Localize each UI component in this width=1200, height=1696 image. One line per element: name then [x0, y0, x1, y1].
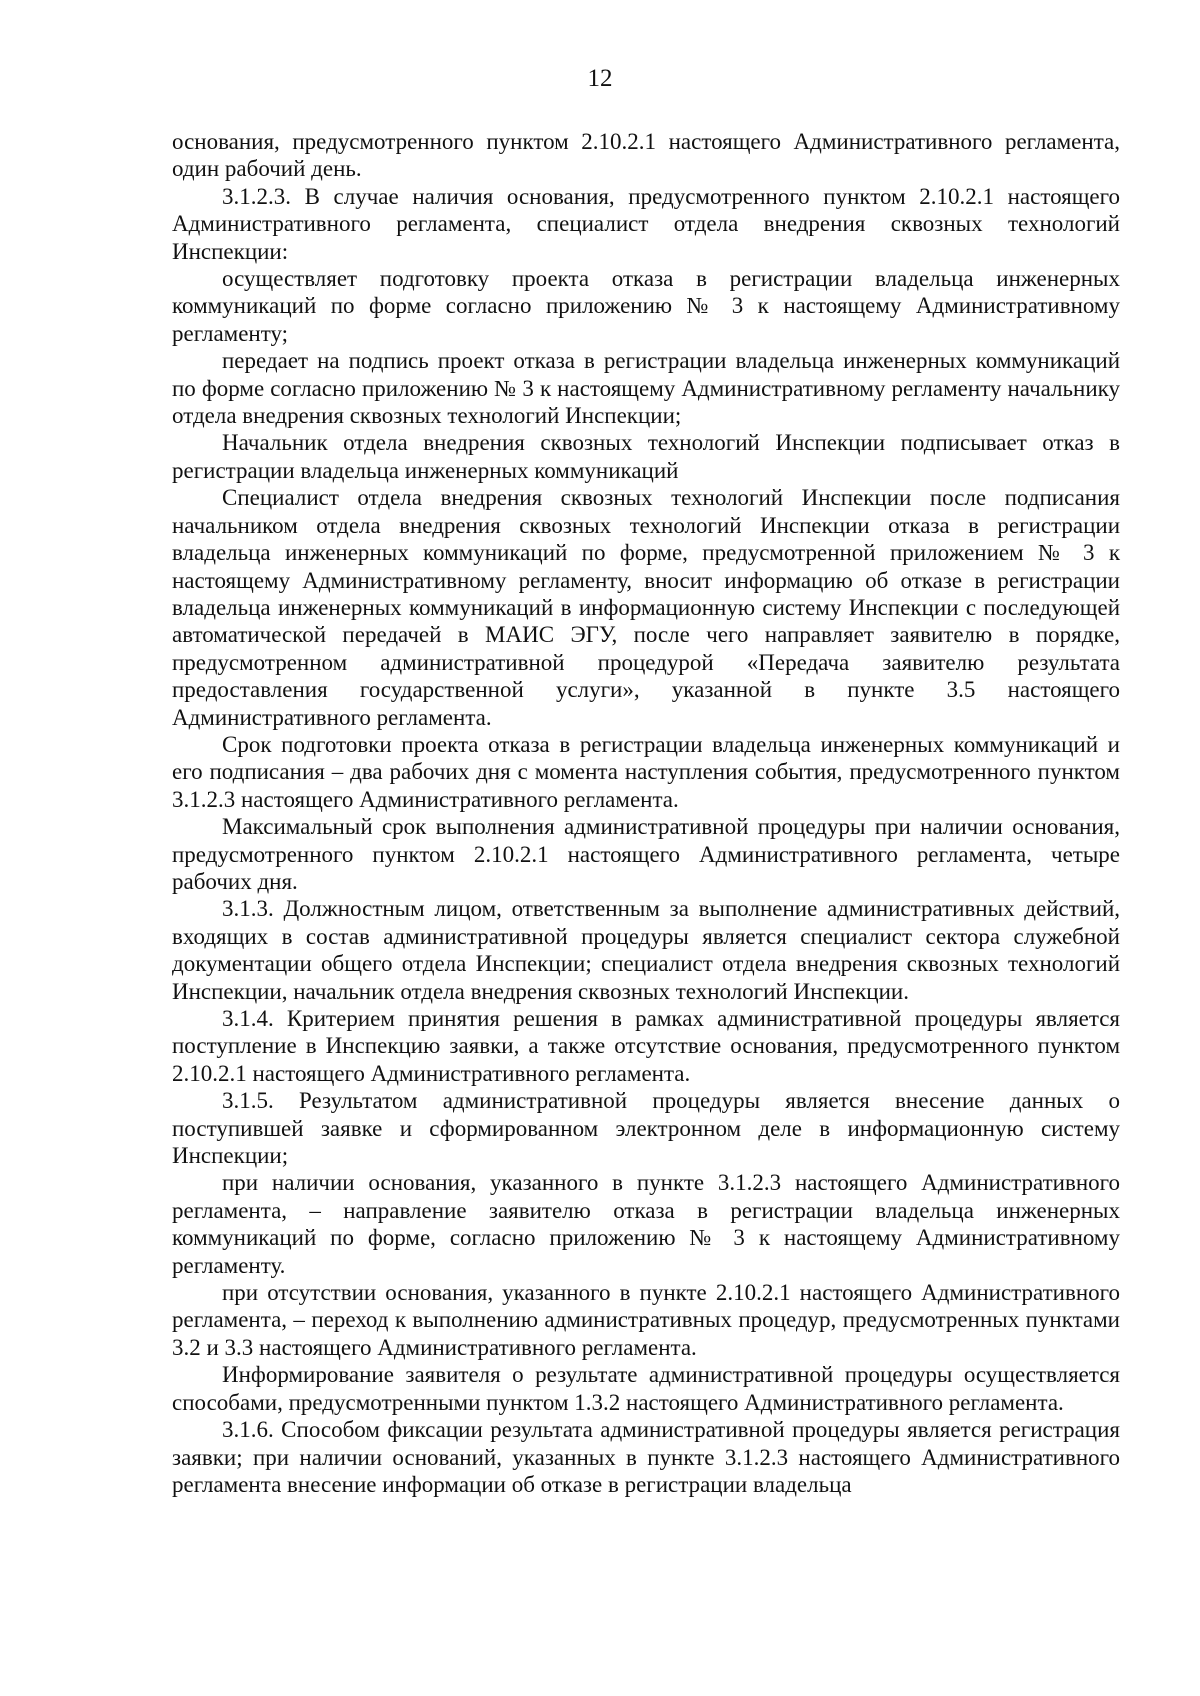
- paragraph-transfer-for-signature: передает на подпись проект отказа в регистрации владельца инженерных коммуникаций по форме согласно приложению № 3 к настоящему Административному регламенту начальнику отдела внедрения сквозных технологий Инспекции;: [172, 348, 1120, 429]
- paragraph-with-grounds: при наличии основания, указанного в пункте 3.1.2.3 настоящего Административного регламента, – направление заявителю отказа в регистрации владельца инженерных коммуникаций по форме, согласно приложению № 3 к настоящему Административному регламенту.: [172, 1170, 1120, 1278]
- paragraph-without-grounds: при отсутствии основания, указанного в пункте 2.10.2.1 настоящего Административного регламента, – переход к выполнению административных процедур, предусмотренных пунктами 3.2 и 3.3 настоящего Административного регламента.: [172, 1280, 1120, 1360]
- document-body: [172, 128, 1120, 1498]
- paragraph-head-signs: Начальник отдела внедрения сквозных технологий Инспекции подписывает отказ в регистрации владельца инженерных коммуникаций: [172, 430, 1120, 483]
- paragraph-3-1-5: 3.1.5. Результатом административной процедуры является внесение данных о поступившей заявке и сформированном электронном деле в информационную систему Инспекции;: [172, 1088, 1120, 1169]
- paragraph-3-1-4: 3.1.4. Критерием принятия решения в рамках административной процедуры является поступление в Инспекцию заявки, а также отсутствие основания, предусмотренного пунктом 2.10.2.1 настоящего Административного регламента.: [172, 1006, 1120, 1086]
- paragraph-preparation-term: Срок подготовки проекта отказа в регистрации владельца инженерных коммуникаций и его подписания – два рабочих дня с момента наступления события, предусмотренного пунктом 3.1.2.3 настоящего Административного регламента.: [172, 731, 1120, 812]
- paragraph-maximum-term: Максимальный срок выполнения административной процедуры при наличии основания, предусмотренного пунктом 2.10.2.1 настоящего Административного регламента, четыре рабочих дня.: [172, 814, 1120, 894]
- paragraph-informing: Информирование заявителя о результате административной процедуры осуществляется способами, предусмотренными пунктом 1.3.2 настоящего Административного регламента.: [172, 1362, 1120, 1415]
- paragraph-specialist-enters-info: Специалист отдела внедрения сквозных технологий Инспекции после подписания начальником отдела внедрения сквозных технологий Инспекции отказа в регистрации владельца инженерных коммуникаций по форме, предусмотренной приложением № 3 к настоящему Административному регламенту, вносит информацию об отказе в регистрации владельца инженерных коммуникаций в информационную систему Инспекции с последующей автоматической передачей в МАИС ЭГУ, после чего направляет заявителю в порядке, предусмотренном административной процедурой «Передача заявителю результата предоставления государственной услуги», указанной в пункте 3.5 настоящего Административного регламента.: [172, 485, 1120, 730]
- paragraph-3-1-3: 3.1.3. Должностным лицом, ответственным за выполнение административных действий, входящих в состав административной процедуры является специалист сектора служебной документации общего отдела Инспекции; специалист отдела внедрения сквозных технологий Инспекции, начальник отдела внедрения сквозных технологий Инспекции.: [172, 896, 1120, 1004]
- page-number: 12: [587, 65, 613, 92]
- paragraph-3-1-2-3: 3.1.2.3. В случае наличия основания, предусмотренного пунктом 2.10.2.1 настоящего Административного регламента, специалист отдела внедрения сквозных технологий Инспекции:: [172, 183, 1120, 264]
- paragraph-3-1-6: 3.1.6. Способом фиксации результата административной процедуры является регистрация заявки; при наличии оснований, указанных в пункте 3.1.2.3 настоящего Административного регламента внесение информации об отказе в регистрации владельца: [172, 1417, 1120, 1497]
- paragraph-prepare-refusal: осуществляет подготовку проекта отказа в регистрации владельца инженерных коммуникаций по форме согласно приложению № 3 к настоящему Административному регламенту;: [172, 266, 1120, 346]
- paragraph-continuation: основания, предусмотренного пунктом 2.10.2.1 настоящего Административного регламента, один рабочий день.: [172, 129, 1120, 182]
